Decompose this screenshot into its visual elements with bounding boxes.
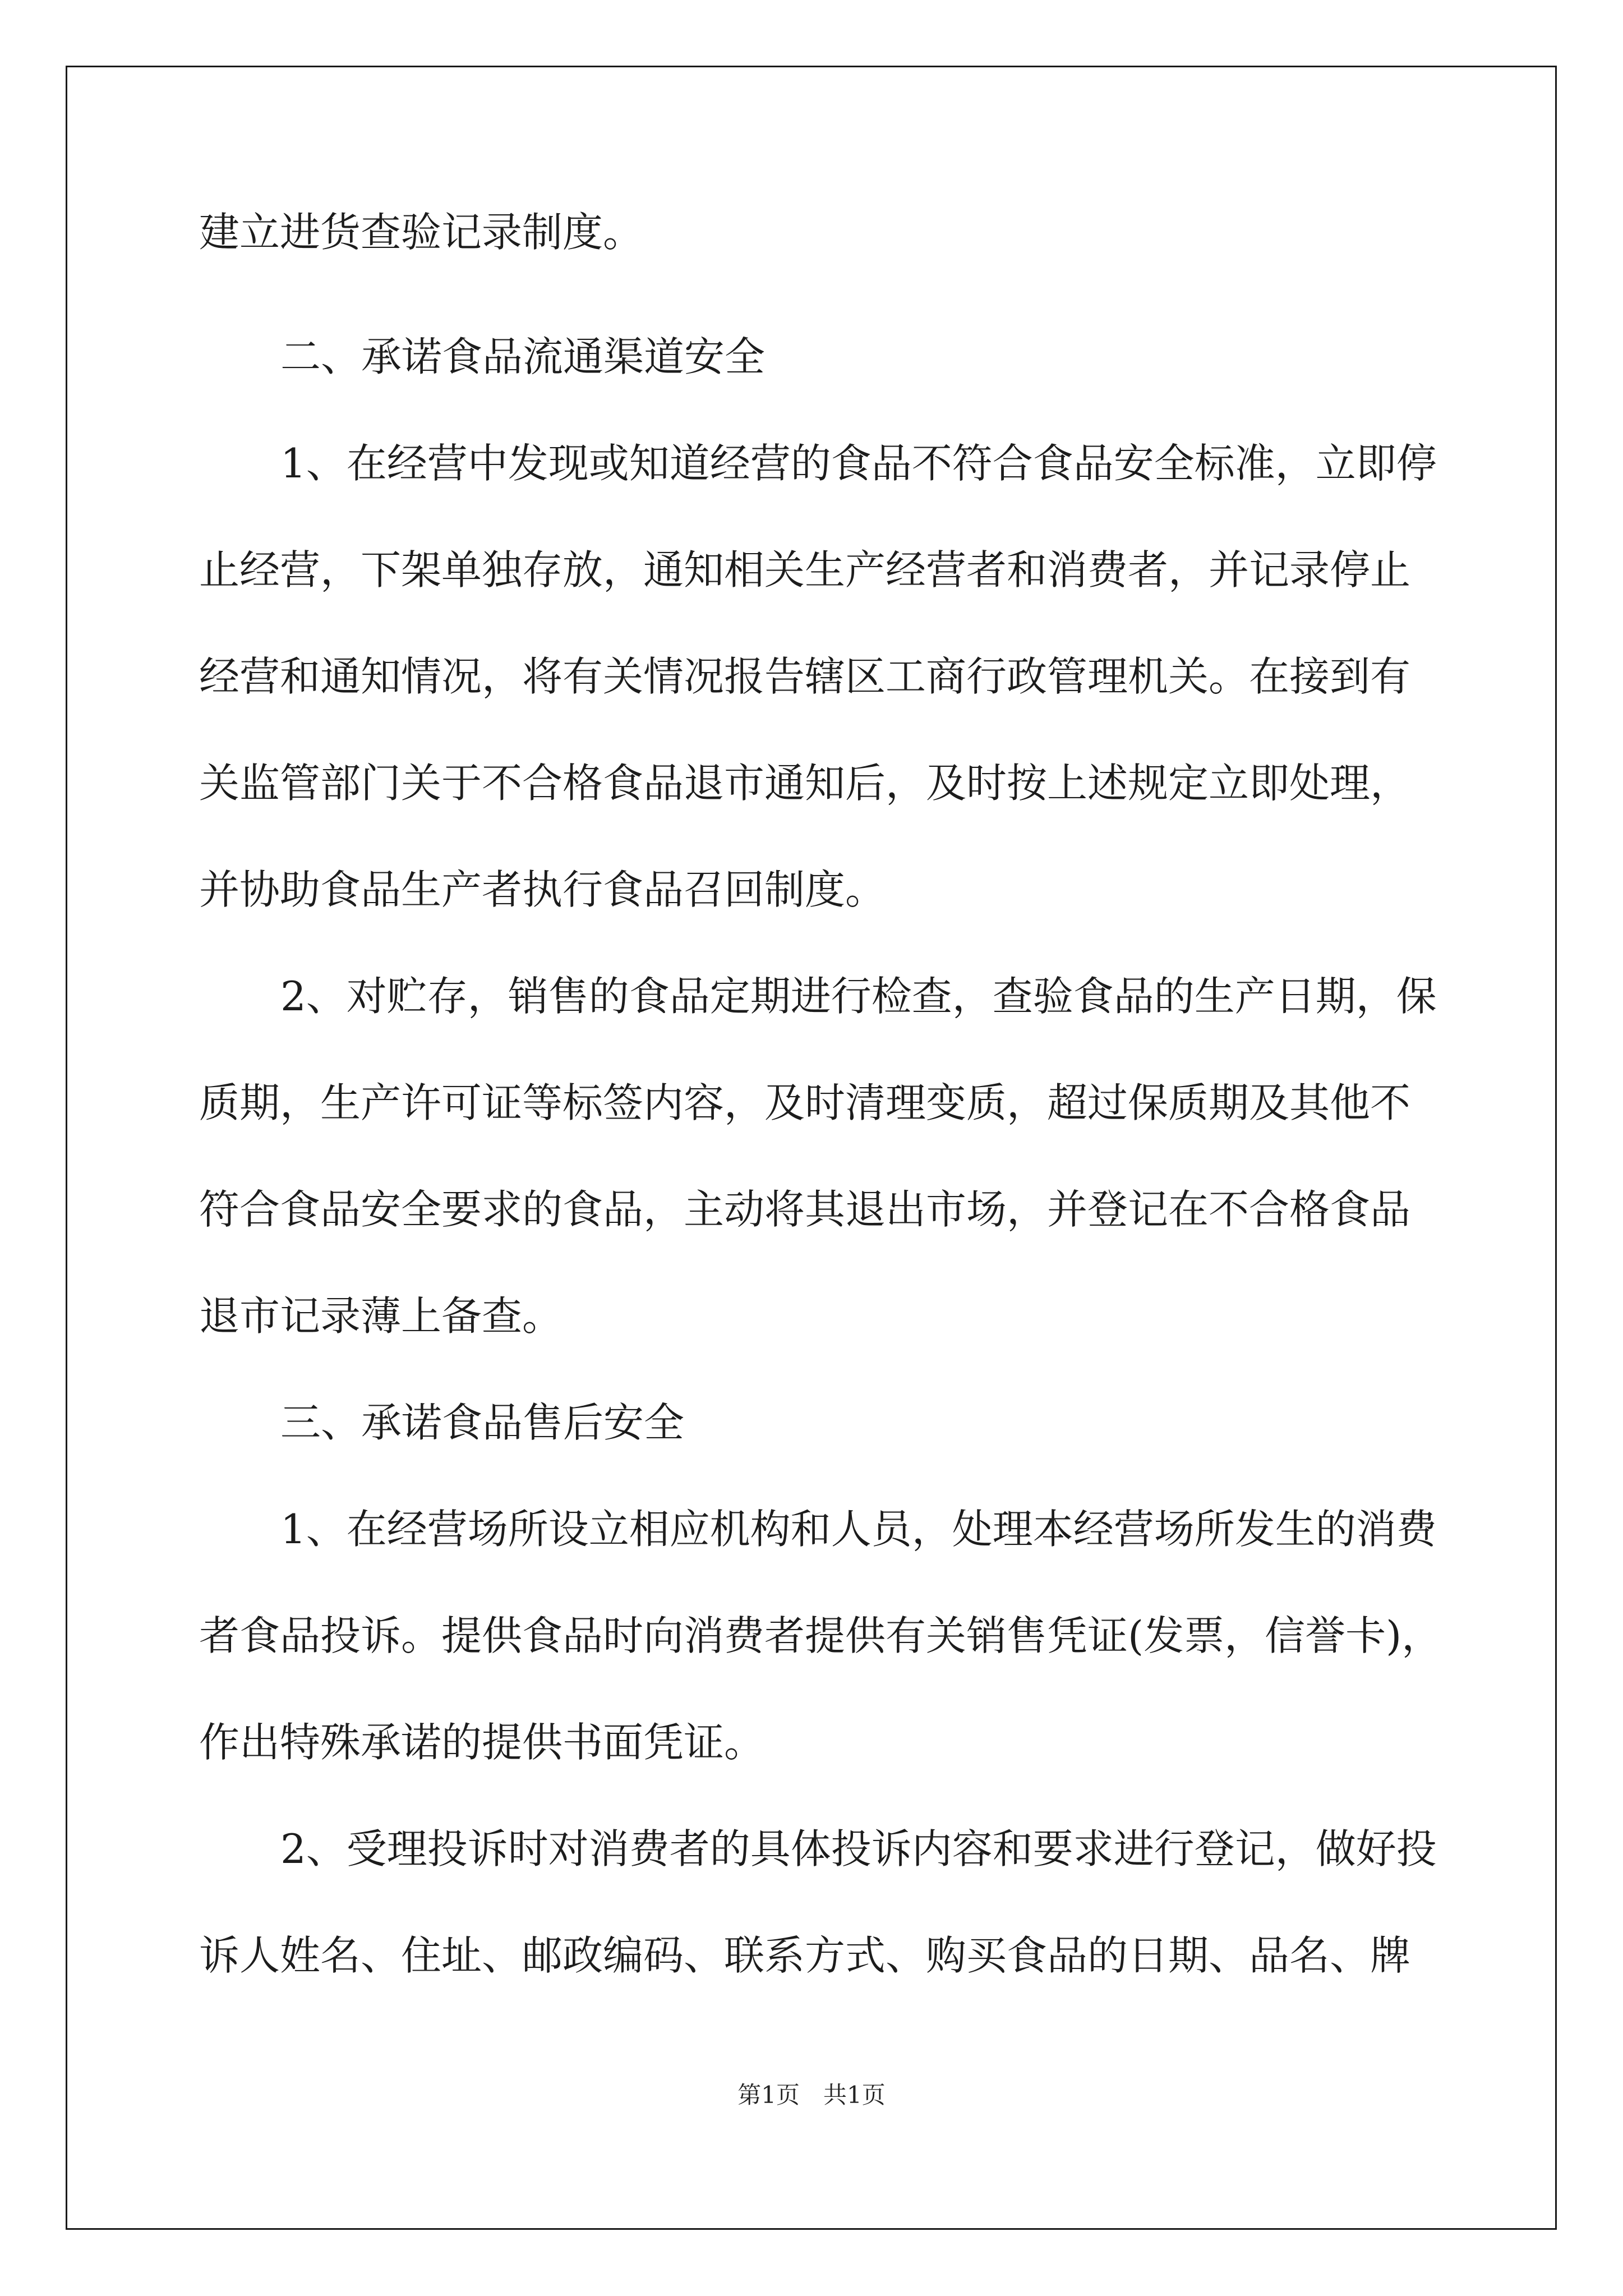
section-heading: 二、承诺食品流通渠道安全 xyxy=(280,333,766,380)
text-line: 作出特殊承诺的提供书面凭证。 xyxy=(199,1719,765,1766)
text-line: 1、在经营场所设立相应机构和人员，处理本经营场所发生的消费 xyxy=(280,1506,1437,1553)
text-line: 质期，生产许可证等标签内容，及时清理变质，超过保质期及其他不 xyxy=(199,1079,1411,1126)
text-line: 建立进货查验记录制度。 xyxy=(199,209,644,256)
text-line: 关监管部门关于不合格食品退市通知后，及时按上述规定立即处理， xyxy=(199,760,1411,807)
page-number-footer: 第1页 共1页 xyxy=(737,2081,886,2109)
text-line: 2、对贮存，销售的食品定期进行检查，查验食品的生产日期，保 xyxy=(280,973,1437,1020)
page-border xyxy=(66,66,1557,2230)
text-line: 1、在经营中发现或知道经营的食品不符合食品安全标准，立即停 xyxy=(280,440,1437,487)
text-line: 退市记录薄上备查。 xyxy=(199,1292,563,1340)
text-line: 者食品投诉。提供食品时向消费者提供有关销售凭证(发票，信誉卡)， xyxy=(199,1612,1442,1659)
text-line: 符合食品安全要求的食品，主动将其退出市场，并登记在不合格食品 xyxy=(199,1186,1411,1233)
text-line: 止经营，下架单独存放，通知相关生产经营者和消费者，并记录停止 xyxy=(199,546,1411,593)
text-line: 经营和通知情况，将有关情况报告辖区工商行政管理机关。在接到有 xyxy=(199,653,1411,700)
section-heading: 三、承诺食品售后安全 xyxy=(280,1399,685,1446)
text-line: 2、受理投诉时对消费者的具体投诉内容和要求进行登记，做好投 xyxy=(280,1825,1437,1872)
text-line: 诉人姓名、住址、邮政编码、联系方式、购买食品的日期、品名、牌 xyxy=(199,1932,1411,1979)
text-line: 并协助食品生产者执行食品召回制度。 xyxy=(199,866,886,913)
